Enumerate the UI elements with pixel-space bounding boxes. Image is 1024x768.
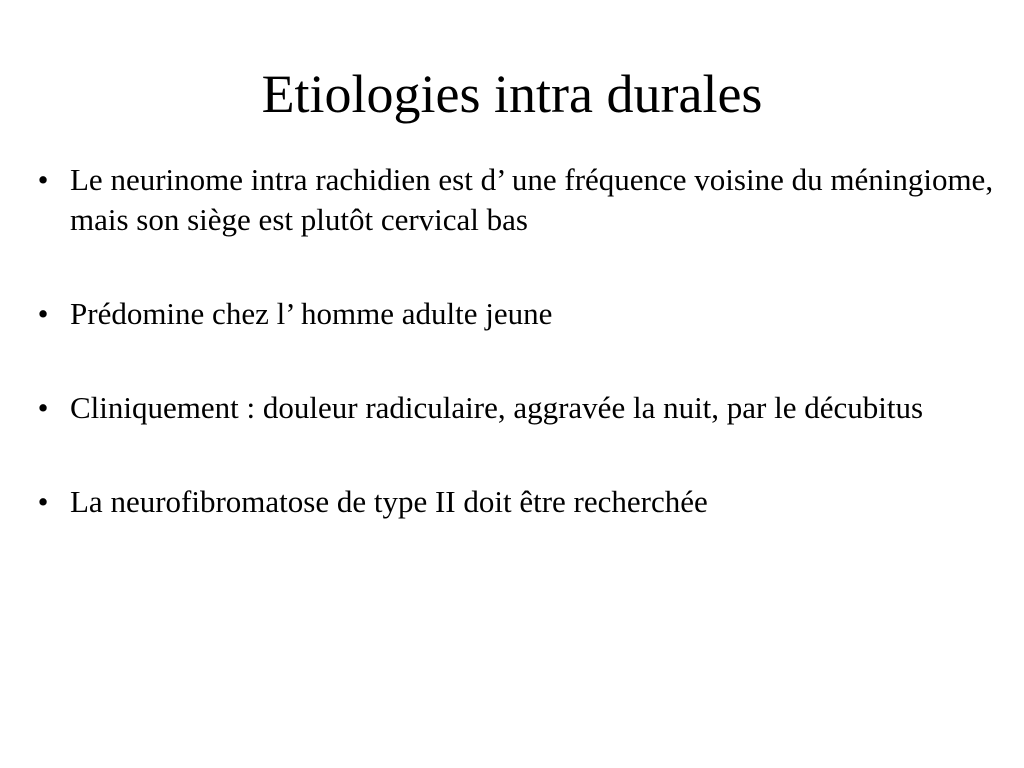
bullet-list <box>30 160 1000 576</box>
bullet-text: Prédomine chez l’ homme adulte jeune <box>70 296 553 331</box>
list-item <box>30 482 1000 522</box>
slide-title: Etiologies intra durales <box>261 64 763 124</box>
bullet-icon: • <box>37 162 49 197</box>
list-item <box>30 160 1000 240</box>
bullet-icon: • <box>37 296 49 331</box>
bullet-text: Le neurinome intra rachidien est d’ une fréquence voisine du méningiome, mais son siège est plutôt cervical bas <box>70 162 994 237</box>
bullet-text: La neurofibromatose de type II doit être recherchée <box>70 484 708 519</box>
list-item <box>30 388 1000 428</box>
bullet-text: Cliniquement : douleur radiculaire, aggravée la nuit, par le décubitus <box>70 390 924 425</box>
bullet-icon: • <box>37 484 49 519</box>
list-item <box>30 294 1000 334</box>
bullet-icon: • <box>37 390 49 425</box>
